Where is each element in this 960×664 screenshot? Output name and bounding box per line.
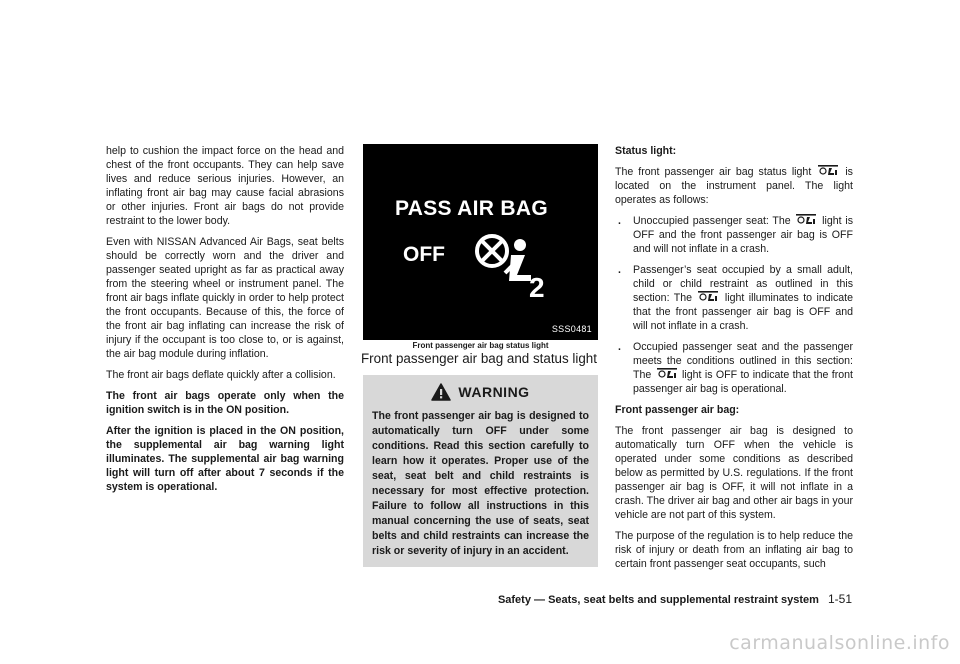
- bullet-text-before: Occupied passenger seat and the passenger meets the conditions outlined in this section: The: [633, 341, 853, 381]
- list-item: [615, 263, 853, 333]
- bullet-text-after: light is OFF to indicate that the front passenger air bag is operational.: [633, 369, 853, 395]
- passenger-airbag-status-icon: [656, 368, 678, 379]
- list-item: [615, 340, 853, 396]
- left-column: [106, 144, 344, 501]
- page-footer: [498, 592, 852, 606]
- page-number: 1-51: [827, 592, 852, 606]
- body-paragraph: help to cushion the impact force on the head and chest of the front occupants. They can help save lives and reduce serious injuries. However, an inflating front air bag may cause facial abrasions or other injuries. Front air bags do not provide restraint to the lower body.: [106, 145, 344, 227]
- passenger-airbag-heading: Front passenger air bag:: [615, 404, 740, 416]
- bullet-text-after: light illuminates to indicate that the front passenger air bag is OFF and will not inflate in a crash.: [633, 292, 853, 332]
- bold-paragraph: After the ignition is placed in the ON position, the supplemental air bag warning light illuminates. The supplemental air bag warning light will turn off after about 7 seconds if the system is operational.: [106, 425, 344, 493]
- intro-text-before: The front passenger air bag status light: [615, 166, 812, 178]
- status-light-figure: [363, 144, 598, 340]
- bullet-marker: .: [618, 215, 621, 227]
- warning-title: WARNING: [458, 384, 530, 400]
- bullet-text: [633, 263, 853, 333]
- bullet-marker: .: [618, 341, 621, 353]
- figure-off-label: OFF: [403, 243, 445, 266]
- body-paragraph: Even with NISSAN Advanced Air Bags, seat belts should be correctly worn and the driver and passenger seated upright as far as practical away from the steering wheel or instrument panel. The front air bags inflate quickly in order to help protect the front occupants. Because of this, the force of the front air bag inflating can increase the risk of injury if the occupant is too close to, or is against, the air bag module during inflation.: [106, 236, 344, 360]
- watermark: carmanualsonline.info: [729, 632, 950, 654]
- right-column: [615, 144, 853, 578]
- body-paragraph: The front air bags deflate quickly after a collision.: [106, 369, 336, 381]
- bold-paragraph: The front air bags operate only when the ignition switch is in the ON position.: [106, 390, 344, 416]
- figure-code: SSS0481: [551, 324, 592, 334]
- warning-header: [372, 379, 589, 405]
- body-paragraph: The front passenger air bag is designed to automatically turn OFF when the vehicle is operated under some conditions as described below as permitted by U.S. regulations. If the front passenger air bag is OFF, it will not inflate in a crash. The driver air bag and other air bags in your vehicle are not part of this system.: [615, 425, 853, 521]
- bullet-text-after: light is OFF and the front passenger air bag is OFF and will not inflate in a crash.: [633, 215, 853, 255]
- figure-caption: Front passenger air bag status light: [412, 341, 549, 350]
- body-paragraph: The purpose of the regulation is to help reduce the risk of injury or death from an inflating air bag to certain front passenger seat occupants, such: [615, 530, 853, 570]
- passenger-airbag-status-icon: [697, 291, 719, 302]
- passenger-airbag-status-icon: [795, 214, 817, 225]
- figure-icon-number: 2: [529, 272, 545, 301]
- passenger-airbag-off-icon: [473, 231, 553, 301]
- intro-text-after: is located on the instrument panel. The light operates as follows:: [615, 166, 853, 206]
- footer-title: Safety — Seats, seat belts and supplemental restraint system: [497, 594, 819, 606]
- bullet-text: [633, 214, 853, 256]
- section-title: Front passenger air bag and status light: [361, 351, 597, 366]
- status-light-heading: Status light:: [615, 145, 677, 157]
- passenger-airbag-status-icon: [817, 165, 839, 176]
- bullet-marker: .: [618, 264, 621, 276]
- warning-triangle-icon: [431, 383, 451, 401]
- bullet-text-before: Passenger’s seat occupied by a small adult, child or child restraint as outlined in this section: The: [633, 264, 853, 304]
- list-item: [615, 214, 853, 256]
- bullet-text-before: Unoccupied passenger seat: The: [633, 215, 791, 227]
- bullet-text: [633, 340, 853, 396]
- warning-text: The front passenger air bag is designed to automatically turn OFF under some conditions. Read this section carefully to learn how it operates. Proper use of the seat, seat belt and child restraints is necessary for most effective protection. Failure to follow all instructions in this manual concerning the use of seats, seat belts and child restraints can increase the risk or severity of injury in an accident.: [372, 410, 589, 557]
- warning-box: [363, 375, 598, 567]
- middle-column: [363, 144, 598, 567]
- figure-pass-air-bag-label: PASS AIR BAG: [395, 197, 548, 220]
- status-light-intro: [615, 165, 853, 207]
